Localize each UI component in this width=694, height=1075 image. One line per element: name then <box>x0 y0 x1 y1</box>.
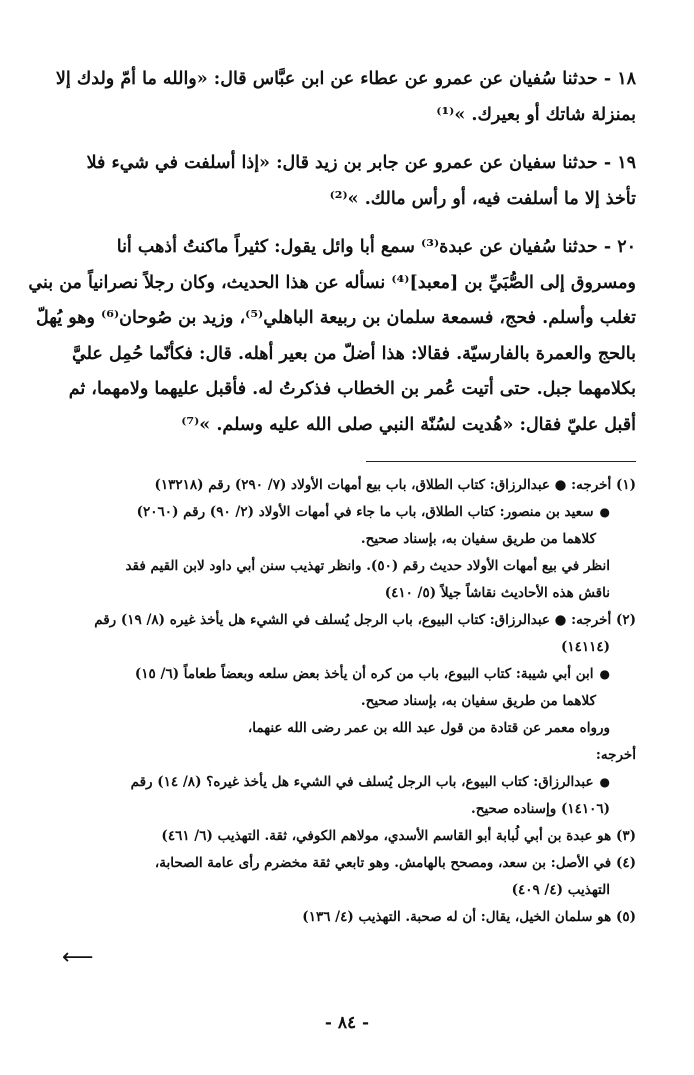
footnote-line: أخرجه: <box>595 747 636 763</box>
footnote-line: (٤) في الأصل: بن سعد، ومصحح بالهامش. وهو تابعي ثقة مخضرم رأى عامة الصحابة، <box>154 855 636 871</box>
page-number: - ٨٤ - <box>324 1013 370 1033</box>
footnote-line: (١٤١٠٦) وإسناده صحيح. <box>471 801 610 817</box>
footnote-line: ● سعيد بن منصور: كتاب الطلاق، باب ما جاء في أمهات الأولاد (٢/ ٩٠) رقم (٢٠٦٠) <box>60 499 636 526</box>
footnote-line: ● ابن أبي شيبة: كتاب البيوع، باب من كره أن يأخذ بعض سلعه وبعضاً طعاماً (٦/ ١٥) <box>60 661 636 688</box>
paragraph <box>60 146 636 217</box>
footnote-line: (٢) أخرجه: ● عبدالرزاق: كتاب البيوع، باب الرجل يُسلف في الشيء هل يأخذ غيره (٨/ ١٩) رقم <box>94 612 636 628</box>
text-line: تأخذ إلا ما أسلفت فيه، أو رأس مالك. »⁽²⁾ <box>329 188 636 209</box>
text-line: ١٩ - حدثنا سفيان عن عمرو عن جابر بن زيد قال: «إذا أسلفت في شيء فلا <box>86 153 636 173</box>
text-line: تغلب وأسلم. فحج، فسمعة سلمان بن ربيعة الباهلي⁽⁵⁾، وزيد بن صُوحان⁽⁶⁾ وهو يُهلّ <box>35 308 636 328</box>
text-line: ١٨ - حدثنا سُفيان عن عمرو عن عطاء عن ابن عبَّاس قال: «والله ما أمّ ولدك إلا <box>55 69 636 89</box>
footnote-line: ورواه معمر عن قتادة من قول عبد الله بن عمر رضى الله عنهما، <box>247 720 610 736</box>
paragraph <box>28 230 636 443</box>
text-line: ومسروق إلى الصُّبَيِّ بن [معبد]⁽⁴⁾ نسأله عن هذا الحديث، وكان رجلاً نصرانياً من بني <box>28 272 636 293</box>
footnote-line: (٥) هو سلمان الخيل، يقال: أن له صحبة. التهذيب (٤/ ١٣٦) <box>302 909 636 925</box>
footnote-line: كلاهما من طريق سفيان به، بإسناد صحيح. <box>360 693 596 709</box>
footnote-line: التهذيب (٤/ ٤٠٩) <box>511 882 610 898</box>
footnote-line: (١٤١١٤) <box>560 639 610 655</box>
text-line: بكلامهما جبل. حتى أتيت عُمر بن الخطاب فذكرتُ له. فأقبل عليهما ولامهما، ثم <box>68 379 636 399</box>
footnote-separator-wrap <box>60 443 636 472</box>
footnotes <box>60 472 636 931</box>
continue-arrow-icon: ⟵ <box>62 945 94 970</box>
text-line: ٢٠ - حدثنا سُفيان عن عبدة⁽³⁾ سمع أبا وائل يقول: كثيراً ماكنتُ أذهب أنا <box>116 237 636 257</box>
footnote-separator <box>366 461 636 462</box>
text-line: بالحج والعمرة بالفارسيّة. فقالا: هذا أضلّ من بعير أهله. قال: فكأنّما حُمِل عليَّ <box>72 343 636 364</box>
footnote-line: كلاهما من طريق سفيان به، بإسناد صحيح. <box>360 531 596 547</box>
footnote-line: (٣) هو عبدة بن أبي لُبابة أبو القاسم الأسدي، مولاهم الكوفي، ثقة. التهذيب (٦/ ٤٦١) <box>161 828 636 844</box>
footnote-line: ناقش هذه الأحاديث نقاشاً جيلاً (٥/ ٤١٠) <box>384 585 610 601</box>
text-line: بمنزلة شاتك أو بعيرك. »⁽¹⁾ <box>436 104 636 125</box>
text-line: أقبل عليّ فقال: «هُديت لسُنّة النبي صلى الله عليه وسلم. »⁽⁷⁾ <box>181 414 636 435</box>
footnote-line: انظر في بيع أمهات الأولاد حديث رقم (٥٠). وانظر تهذيب سنن أبي داود لابن القيم فقد <box>125 558 610 574</box>
main-text <box>28 62 636 443</box>
paragraph <box>55 62 636 133</box>
footnote-line: (١) أخرجه: ● عبدالرزاق: كتاب الطلاق، باب بيع أمهات الأولاد (٧/ ٢٩٠) رقم (١٣٢١٨) <box>154 477 636 493</box>
footnote-line: ● عبدالرزاق: كتاب البيوع، باب الرجل يُسلف في الشيء هل يأخذ غيره؟ (٨/ ١٤) رقم <box>60 769 636 796</box>
